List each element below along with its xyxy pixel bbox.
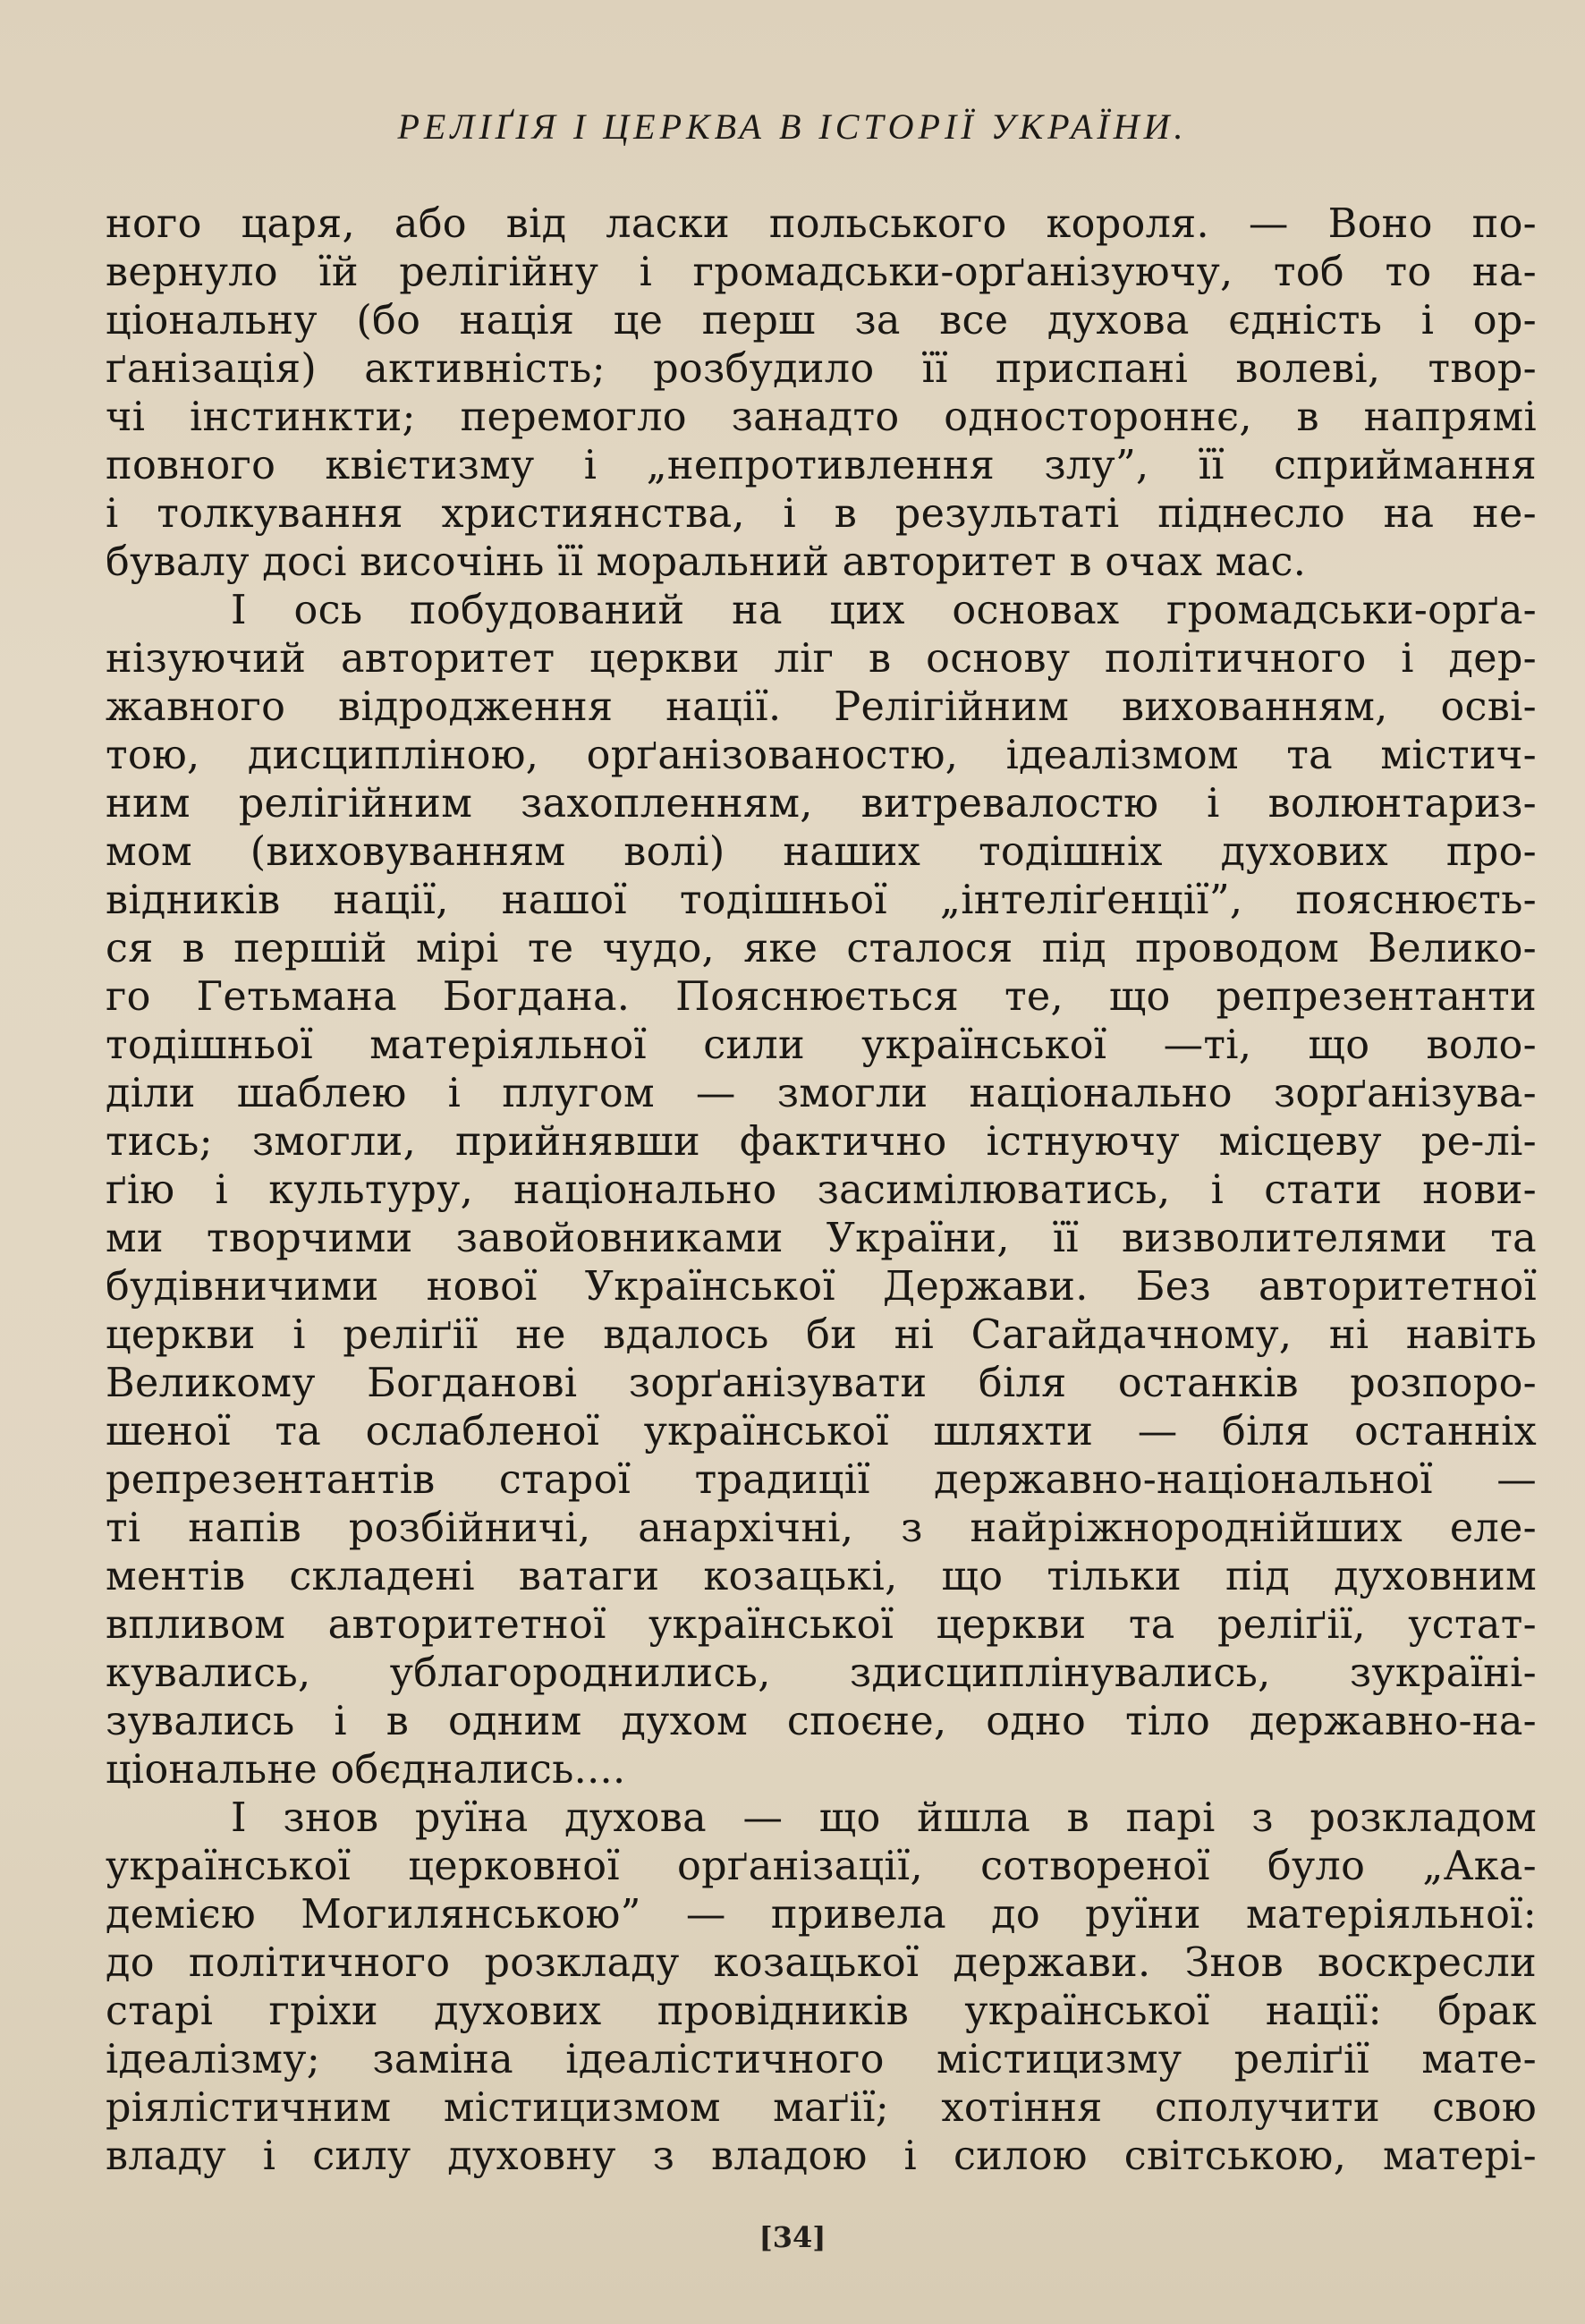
text-line: ґію і культуру, національно засимілюватись, і стати нови- <box>106 1167 1537 1213</box>
text-line: ним релігійним захопленням, витревалостю і волюнтариз- <box>106 781 1537 827</box>
text-line: діли шаблею і плугом — змогли національно зорґанізува- <box>106 1071 1537 1116</box>
text-line: шеної та ослабленої української шляхти — біля останніх <box>106 1409 1537 1455</box>
text-line: мом (виховуванням волі) наших тодішніх духових про- <box>106 829 1537 875</box>
text-line: ґанізація) активність; розбудило її приспані волеві, твор- <box>106 346 1537 392</box>
text-line: української церковної орґанізації, сотвореної було „Ака- <box>106 1844 1537 1889</box>
text-line: ного царя, або від ласки польського короля. — Воно по- <box>106 201 1537 247</box>
text-line: церкви і реліґії не вдалось би ні Сагайдачному, ні навіть <box>106 1312 1537 1358</box>
text-line: будівничими нової Української Держави. Без авторитетної <box>106 1264 1537 1310</box>
paragraph-first-line: І знов руїна духова — що йшла в парі з розкладом <box>231 1795 1537 1841</box>
body-text <box>106 200 1537 2181</box>
text-line: ріялістичним містицизмом маґії; хотіння сполучити свою <box>106 2085 1537 2131</box>
running-head: РЕЛІҐІЯ І ЦЕРКВА В ІСТОРІЇ УКРАЇНИ. <box>397 106 1188 147</box>
text-line: бувалу досі височінь її моральний авторитет в очах мас. <box>106 539 1307 585</box>
text-line: старі гріхи духових провідників української нації: брак <box>106 1989 1537 2034</box>
text-line: кувались, ублагороднились, здисциплінувались, зукраїні- <box>106 1650 1537 1696</box>
text-line: нізуючий авторитет церкви ліг в основу політичного і дер- <box>106 636 1537 682</box>
text-line: ціональну (бо нація це перш за все духова єдність і ор- <box>106 298 1537 344</box>
text-line: тодішньої матеріяльної сили української —ті, що воло- <box>106 1022 1537 1068</box>
text-line: ми творчими завойовниками України, її визволителями та <box>106 1216 1537 1261</box>
text-line: ціональне обєднались.... <box>106 1747 626 1793</box>
text-line: ся в першій мірі те чудо, яке сталося під проводом Велико- <box>106 926 1537 971</box>
text-line: до політичного розкладу козацької держави. Знов воскресли <box>106 1940 1537 1986</box>
text-line: репрезентантів старої традиції державно-національної — <box>106 1457 1537 1503</box>
text-line: ті напів розбійничі, анархічні, з найріжнороднійших еле- <box>106 1506 1537 1551</box>
text-line: і толкування християнства, і в результаті піднесло на не- <box>106 491 1537 537</box>
text-line: жавного відродження нації. Релігійним вихованням, осві- <box>106 684 1537 730</box>
page-number: [34] <box>759 2220 826 2254</box>
text-line: го Гетьмана Богдана. Пояснюється те, що репрезентанти <box>106 974 1537 1020</box>
text-line: зувались і в одним духом споєне, одно тіло державно-на- <box>106 1699 1537 1744</box>
text-line: ідеалізму; заміна ідеалістичного містицизму реліґії мате- <box>106 2037 1537 2082</box>
text-line: тою, дисципліною, орґанізованостю, ідеалізмом та містич- <box>106 733 1537 778</box>
paragraph-first-line: І ось побудований на цих основах громадськи-орґа- <box>231 588 1537 633</box>
text-line: Великому Богданові зорґанізувати біля останків розпоро- <box>106 1361 1537 1406</box>
text-line: ментів складені ватаги козацькі, що тільки під духовним <box>106 1554 1537 1599</box>
text-line: демією Могилянською” — привела до руїни матеріяльної: <box>106 1892 1537 1938</box>
text-line: повного квієтизму і „непротивлення злу”, її сприймання <box>106 443 1537 488</box>
text-line: вернуло їй релігійну і громадськи-орґанізуючу, тоб то на- <box>106 250 1537 295</box>
text-line: впливом авторитетної української церкви та реліґії, устат- <box>106 1602 1537 1648</box>
text-line: відників нації, нашої тодішньої „інтеліґенції”, пояснюєть- <box>106 878 1537 923</box>
text-line: владу і силу духовну з владою і силою світською, матері- <box>106 2133 1537 2179</box>
text-line: тись; змогли, прийнявши фактично істнуючу місцеву ре-лі- <box>106 1119 1537 1165</box>
text-line: чі інстинкти; перемогло занадто одностороннє, в напрямі <box>106 394 1537 440</box>
